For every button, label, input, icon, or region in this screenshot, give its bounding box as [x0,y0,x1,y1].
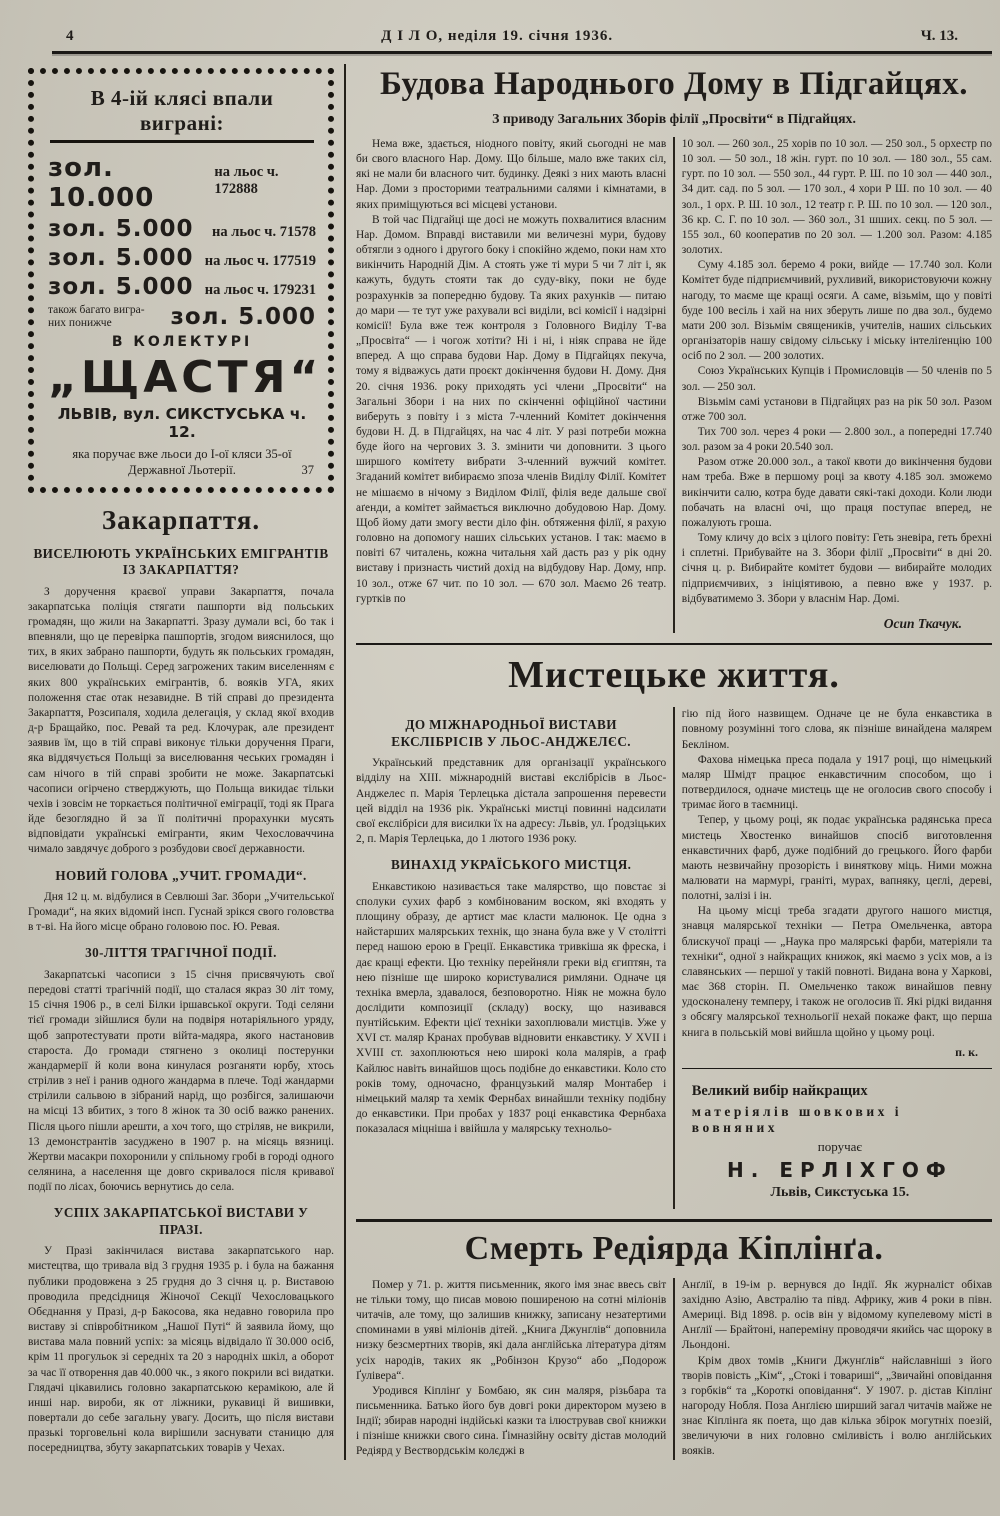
fabric-ad [682,1077,992,1209]
paragraph: Разом отже 20.000 зол., а такої квоти до викінчення будови нам треба. Вже в першому році за квоту 4.185 зол. зможемо викінчити салю, котра буде давати сякі-такі доходи. Коли люди побачать на власні очі, що праця поступає вперед, не пожалують гроша. [681,456,992,529]
lottery-row [48,153,316,213]
article-title: НОВИЙ ГОЛОВА „УЧИТ. ГРОМАДИ“. [55,867,307,883]
paragraph: Тому кличу до всіх з цілого повіту: Геть зневіра, геть брехні і сплетні. Прибувайте на З. Збори філії „Просвіти“ в дні 20. січня ц. р. Вибирайте комітет будови — вибирайте молодих підприємчивих, з ініціятивою, а певно вже у 1937. р. відбуватимемо З. Збори у власнім Нар. Домі. [681,532,992,605]
budova-column-2 [682,137,992,633]
mystetske-columns [356,707,992,1209]
article-body [28,968,334,1195]
page-content [26,64,994,1460]
paragraph: Помер у 71. р. життя письменник, якого імя знає ввесь світ не тільки тому, що писав мовою поширеною на сотні міліонів читачів, але тому, що залишив книжку, записану незатертими споминами в уяві міліонів дітей. „Книга Джунґлів“ доповнила низку безсмертних творів, які дала англійська література дітям усіх народів, таких як „Робінзон Крузо“ або „Подорож Ґулівера“. [356,1278,667,1382]
paragraph: В той час Підгайці ще досі не можуть похвалитися власним Нар. Домом. Вправді виставили ми величезні мури, будову обтягли з одного і другого боку і спокійно ждемо, поки нам хто викінчить Народній Дім. А стоять уже ті мури 5 чи 7 літ і, як кажуть, будуть стояти так до суду-віку, поки не буде розрахунків за попередню будову. Та яких рахунків — питаю до мари — те тут уже рахували всі виділи, всі комісії і надзірні комісії! Була вже теж контроля з Головного Виділу Т-ва „Просвіта“ — і чогож хотіти? Ні і ні, і ніяк справа не йде вперед. А що справа будови Нар. Дому в Підгайцях пекуча, тому я відважусь дати проєкт докінчення будови Н. Дому. Дня 20. січня 1936. року приходять усі члени „Просвіти“ на Загальні Збори і на них по скінченні офіційної частини виберуть з повіту і з міста 7-членний Комітет докінчення будови Н. Д. в Підгайцях, на час 4 літ. У разі потреби можна буде його на чергових З. З. змінити чи доповнити. З цього ширшого комітету вибрати 3-членний вужчий комітет. Згаданий комітет вибираємо зпоза членів Виділу Філії. Комітет не мішаємо в нічому з Виділом Філії, філія веде дальше свої аґенди, а комітет займається виключно добудовою Нар. Дому. Щоб йому дати змогу вести діло фін. обтяження філії, я рахую головно на допомогу наших сільських установ. І так: маємо в повіті 67 читалень, кожна читальня хай дасть раз у рік одну виставу і признасть чистий дохід на відбудову Нар. Дому, нпр. 10 зол., отже 67 чит. по 10 зол. — 670 зол. Маємо 26 театр. гуртків по [356,213,667,605]
fabric-ad-line: Великий вибір найкращих [691,1083,868,1100]
headline-mystetske: Мистецьке життя. [508,654,840,697]
kipling-column-2 [682,1278,992,1460]
article-title: 30-ЛІТТЯ ТРАГІЧНОЇ ПОДІЇ. [85,945,277,961]
lottery-amount: зол. 5.000 [48,245,194,271]
fabric-ad-name: Н. ЕРЛІХГОФ [727,1158,953,1183]
paragraph: Фахова німецька преса подала у 1917 році, що німецький маляр Шмідт працює енкавстичним способом, що і потвердилося, одначе мистець ще не оголосив свого способу і тримає його в таємниці. [681,753,992,812]
paragraph: гію під його назвищем. Одначе це не була енкавстика в повному розумінні того слова, як пізніше винайдена малярем Бекліном. [681,708,992,751]
lottery-more-row [48,304,316,330]
paragraph: Дня 12 ц. м. відбулися в Севлюші Заг. Збори „Учительської Громади“, на яких відомий інсп. Гуснай зрікся свого головства в т-ві. На його місце обрано головою пос. Ю. Ревая. [28,891,334,934]
article-body [682,707,992,1040]
paragraph: Нема вже, здається, ніодного повіту, який сьогодні не мав би свого власного Нар. Дому. Що більше, мало вже таких сіл, які не мали би власного чит. будинку. Деякі з них мають власні Нар. Доми з просторими театральними салями і кімнатами, в яких приміщуються всі місцеві установи. [356,138,667,211]
article-body [356,756,666,847]
ad-rule [682,1068,992,1070]
lottery-ad-title: В 4-ій клясі впали виграні: [50,86,314,143]
lottery-ticket: на льос ч. 177519 [204,253,316,269]
paragraph: Крім двох томів „Книги Джунґлів“ найславніші з його творів повість „Кім“, „Стокі і товариші“, „Звичайні оповідання з горбків“ та „Короткі оповідання“. У 1907. р. дістав Кіплінґ нагороду Нобля. Поза Анґлією ширший загал читачів майже не знає Кіплінґа як поета, що дав кілька збірок могутніх поезій, звеличуючи в них головно сміливість і волю анґлійських вояків. [681,1354,992,1458]
lottery-ad-number: 37 [301,463,314,478]
lottery-amount: зол. 5.000 [48,274,194,300]
fabric-ad-line: поручає [817,1139,862,1155]
lottery-row [48,245,316,271]
fabric-ad-line: матеріялів шовкових і вовняних [691,1104,902,1136]
lottery-amount: зол. 5.000 [48,216,194,242]
paragraph: З доручення краєвої управи Закарпаття, почала закарпатська поліція стягати пашпорти від польських громадян, що жили на Закарпатті. Зразу думали всі, бо так і впевняли, що це перевірка пашпортів, згодом вияснилося, що тих, в яких забрано пашпорти, будуть як польських громадян, виселювати до Польщі. Серед загрожених таким виселенням є яких 800 українських емігрантів, б. вояків УГА, яких положення стає отак незавидне. В тій справі до президента Закарпаття, Розсипаля, ходила делегація, у склад якої входив д-р Бращайко, пос. Ревай та ред. Клочурак, але президент заявив їм, що в тій справі виконує тільки доручення Праги, яка віддячується Польщі за виселювання чеських громадян і сам нічого в тій справі зробити не може. Закарпатські часописи огірчено стверджують, що Польща викидає тільки чехів і зовсім не торкається політичної еміграції, тоді як Прага йде безоглядно й за її політичні прорахунки мусять відповідати українські емігранти, яким Чехословаччина чимало завдячує доброго з розбудови своєї державности. [28,585,334,856]
lottery-kolektura-line: В КОЛЕКТУРІ [111,334,253,351]
paragraph: На цьому місці треба згадати другого нашого мистця, знавця малярської техніки — Петра Омельченка, автора блискучої праці — „Наука про малярські фарби, матеріяли та техніки“, одної з найкращих книжок, які маємо з усіх мов, а із славянських — першої у такій повноті. Видана вона у Харкові, має 368 сторін. П. Омельченко також винайшов певну удосконалену темперу, і також не оголосив її. Які рідкі видання з обсягу малярської технольогії нехай покаже факт, що перша книга в польській мові вийшла щойно у цьому році. [681,905,992,1039]
article-body [356,880,666,1138]
right-area [348,64,994,1460]
column-divider [673,137,675,633]
lottery-more-note: також багато виграних понижче [48,304,145,330]
paragraph: Уродився Кіплінґ у Бомбаю, як син маляря, різьбара та письменника. Батько його був довгі роки директором музею в Індії; збирав народні індійські казки та ілюстрував свої книжки і пізніше книжки свого сина. Ґімназійну освіту дістав молодий Редіярд у Вествордськім колєджі в [356,1384,667,1458]
budova-columns [356,137,992,633]
paragraph: Енкавстикою називається таке малярство, що повстає зі сполуки сухих фарб з комбінованим воском, які входять у площину образу, де артист має класти малюнок. Це одна з найстарших малярських технік, що знана була вже у V столітті перед нашою ерою в Греції. Енкавстика тривкіша як фреска, і дає кращі ефекти. Цю техніку перейняли греки від єгиптян, та нею пізніше ще широко користувалися римляни. Одначе ця техніка вмерла, здавалося, безповоротно. Ніяк не можна було дослідити композиції (складу) воску, що називався пунтійським. Ефекти цієї техніки захоплювали мистців. Уже у XVI ст. маляр Кранах пробував відновити енкавстику. У XVII і XVIII ст. захоплюються нею широкі кола малярів, а ґраф Кайлюс навіть винайшов щось подібне до енкавстики. Коло сто років тому, одночасно, французький маляр Монтабер і німецький маляр та хемік Фернбах винайшли техніку подібну до енкавстики. При пробах у 1837 році енкавстика Фернбаха показалася міцніша і ввійшла у малярську технольо- [356,880,667,1136]
lottery-amount: зол. 10.000 [48,153,155,213]
headline-budova-subtitle: З приводу Загальних Зборів філії „Просвіти“ в Підгайцях. [492,111,856,126]
paragraph: Суму 4.185 зол. беремо 4 роки, вийде — 17.740 зол. Коли Комітет буде підприємчивий, рухливий, використовуючи кожну нагоду, то маєме ще кращі осяги. А саме, візьмім, що у повіті буде 100 весіль і хай на них зберуть лише по два зол., будемо мати 200 зол. Візьмім священиків, учителів, наших сільських організаторів нашу свідому сільську і міську інтеліґенцію 100 осіб по 2 зол. — 200 золотих. [681,259,992,363]
lottery-ticket: на льос ч. 172888 [214,164,279,197]
article-body [28,890,334,935]
article-budova [356,66,992,633]
paragraph: Союз Українських Купців і Промисловців — 50 членів по 5 зол. — 250 зол. [681,365,992,393]
header-rule [52,51,992,54]
paragraph: Анґлії, в 19-ім р. вернувся до Індії. Як журналіст обіхав західню Азію, Австралію та півд. Африку, жив 4 роки в півн. Америці. Від 1898. р. осів він у відомому купелевому місті в Анґлії — Брайтоні, напереміну проводячи якийсь час щороку в Льондоні. [681,1278,992,1352]
paragraph: Український представник для організації українського відділу на XIII. міжнародній виставі екслібрісів в Льос-Анджелес п. Марія Терлецька дістала запрошення перевести цей відділ на 1936 рік. Українські мистці повинні надсилати свої екслібріси для висилки їх на адресу: Львів, ул. Ґродзіцьких 2, п. Марія Терлецька, до 1 лютого 1936 року. [356,757,667,846]
column-divider [344,64,346,1460]
article-body [28,585,334,858]
paragraph: Тих 700 зол. через 4 роки — 2.800 зол., а попередні 17.740 зол. разом за 4 роки 20.540 зол. [681,425,992,454]
paragraph: 10 зол. — 260 зол., 25 хорів по 10 зол. — 250 зол., 5 орхестр по 10 зол. — 50 зол., 18 жін. гурт. по 10 зол. — 180 зол., 55 сам. гурт. по 10 зол. — 550 зол., 44 гурт. Р. Ш. по 10 зол — 440 зол., 34 дит. сад. по 5 зол. — 170 зол., 4 хори Р Ш. по 10 зол. — 40 зол., 1 орх. Р. Ш. 10 зол., 12 театр г. Р. Ш. по 10 зол. — 120 зол., 36 кр. С. Г. по 10 зол. — 360 зол., 31 шших. секц. по 5 зол. — 155 зол., 60 кооператив по 20 зол. — 1.200 зол. Разом: 4.185 золотих. [681,138,992,257]
paragraph: Закарпатські часописи з 15 січня присвячують свої передові статті трагічній події, що сталася якраз 30 літ тому, 15 січня 1906 р., в селі Білки іршавської округи. Тоді селяни тієї громади зійшлися були на подвіря нотаріяльного уряду, щоб запротестувати проти війта-мадяра, якого настановив староста. До громади стягнено з околиці постерунки жандармерії й коли вона кинулася розганяти юрбу, хтось стрілив з неї і ранив одного жандарма в плече. Тоді жандарми стрілили сальвою в зібраний нарід, що розбігся, залишаючи на місці 13 вбитих, з того 8 жінок та 30 осіб важко ранених. Після цього пішли арешти, а хоч того, що стріляв, не викрили, 13 демонстрантів засуджено в 1907 р. на місяць вязниці. Жертви масакри похоронили у спільному гробі в городі одного селянина, а населення ще довго скривалося після кривавої події по лісах, боючись вернутись до села. [28,968,334,1194]
lottery-ticket: на льос ч. 71578 [211,224,316,240]
kipling-column-1 [356,1278,666,1460]
lottery-office-name: „ЩАСТЯ“ [48,352,323,404]
signature: п. к. [955,1044,978,1059]
paragraph: Тепер, у цьому році, як подає українська радянська преса мистець Хвостенко винайшов спосіб виготовлення енкавстичних фарб, дуже подібний до грецького. Його фарби мають незвичайну прозорість і виняткову міць. Ними можна малювати на мармурі, граніті, мурах, вапняку, цеглі, дереві, полотні, залізі і ін. [681,814,992,903]
article-kipling [356,1230,992,1460]
lottery-row [48,216,316,242]
masthead: Д І Л О, неділя 19. січня 1936. [381,28,614,44]
mystetske-column-1 [356,707,666,1209]
article-title: ВИНАХІД УКРАЇСЬКОГО МИСТЦЯ. [390,857,632,873]
page-header [26,0,994,51]
issue-number: Ч. 13. [920,28,958,44]
article-body [28,1244,334,1456]
section-rule [356,643,992,646]
section-rule [356,1219,992,1222]
column-divider [673,1278,675,1460]
paragraph: У Празі закінчилася вистава закарпатського нар. мистецтва, що тривала від 3 грудня 1935 р. і була на бажання публики продовжена з 25 грудня до 3 січня ц. р. Виставою проводила предсідниця Жіночої Секції Чехословацького Обєднання у Празі, д-р Бакосова, яка недавно говорила про виставу зі співробітником „Нашої Путі“ й заявила йому, що вистава мала повний успіх: за місяць відвідало її 30.000 осіб, крім 11 прогульок зі середніх та 20 з народніх шкіл, а оборот за час її отворення дав 40.000 чк., з якого покрили всі видатки. Глядачі цікавились головно закарпатською керамікою, але й инші нар. вироби, як от ліжники, рукавиці й вишивки, повертали до себе загальну увагу. Досить, що після вистави празькі торговельні кола вирішили заснувати станицю для посередництва, збуту закарпатських товарів у Чехах. [28,1245,334,1455]
section-zakarpattia [28,505,334,1457]
lottery-ticket: на льос ч. 179231 [204,282,316,298]
lottery-footer-text: яка поручає вже льоси до І-ої кляси 35-ої Державної Льотерії. [72,447,292,478]
lottery-office-address: ЛЬВІВ, вул. СИКСТУСЬКА ч. 12. [57,405,307,442]
mystetske-column-2 [682,707,992,1209]
kipling-columns [356,1278,992,1460]
signature: Осип Ткачук. [883,615,962,631]
section-title: Закарпаття. [101,504,261,535]
article-title: УСПІХ ЗАКАРПАТСЬКОЇ ВИСТАВИ У ПРАЗІ. [53,1205,309,1237]
paragraph: Візьмім самі установи в Підгайцях раз на рік 50 зол. Разом отже 700 зол. [681,395,992,423]
column-divider [673,707,675,1209]
headline-budova: Будова Народнього Дому в Підгайцях. [379,66,969,102]
lottery-ad [28,68,334,493]
budova-column-1 [356,137,666,633]
article-title: ВИСЕЛЮЮТЬ УКРАЇНСЬКИХ ЕМІГРАНТІВ ІЗ ЗАКАРПАТТЯ? [33,545,329,578]
lottery-footer [48,447,316,478]
lottery-row [48,274,316,300]
page-number: 4 [66,28,74,44]
section-mystetske [356,653,992,1209]
left-column [26,64,342,1460]
article-title: ДО МІЖНАРОДНЬОЇ ВИСТАВИ ЕКСЛІБРІСІВ У ЛЬОС-АНДЖЕЛЄС. [391,717,631,749]
headline-kipling: Смерть Редіярда Кіплінґа. [464,1229,884,1267]
lottery-more-amount: зол. 5.000 [170,304,316,331]
fabric-ad-address: Львів, Сикстуська 15. [770,1185,910,1201]
